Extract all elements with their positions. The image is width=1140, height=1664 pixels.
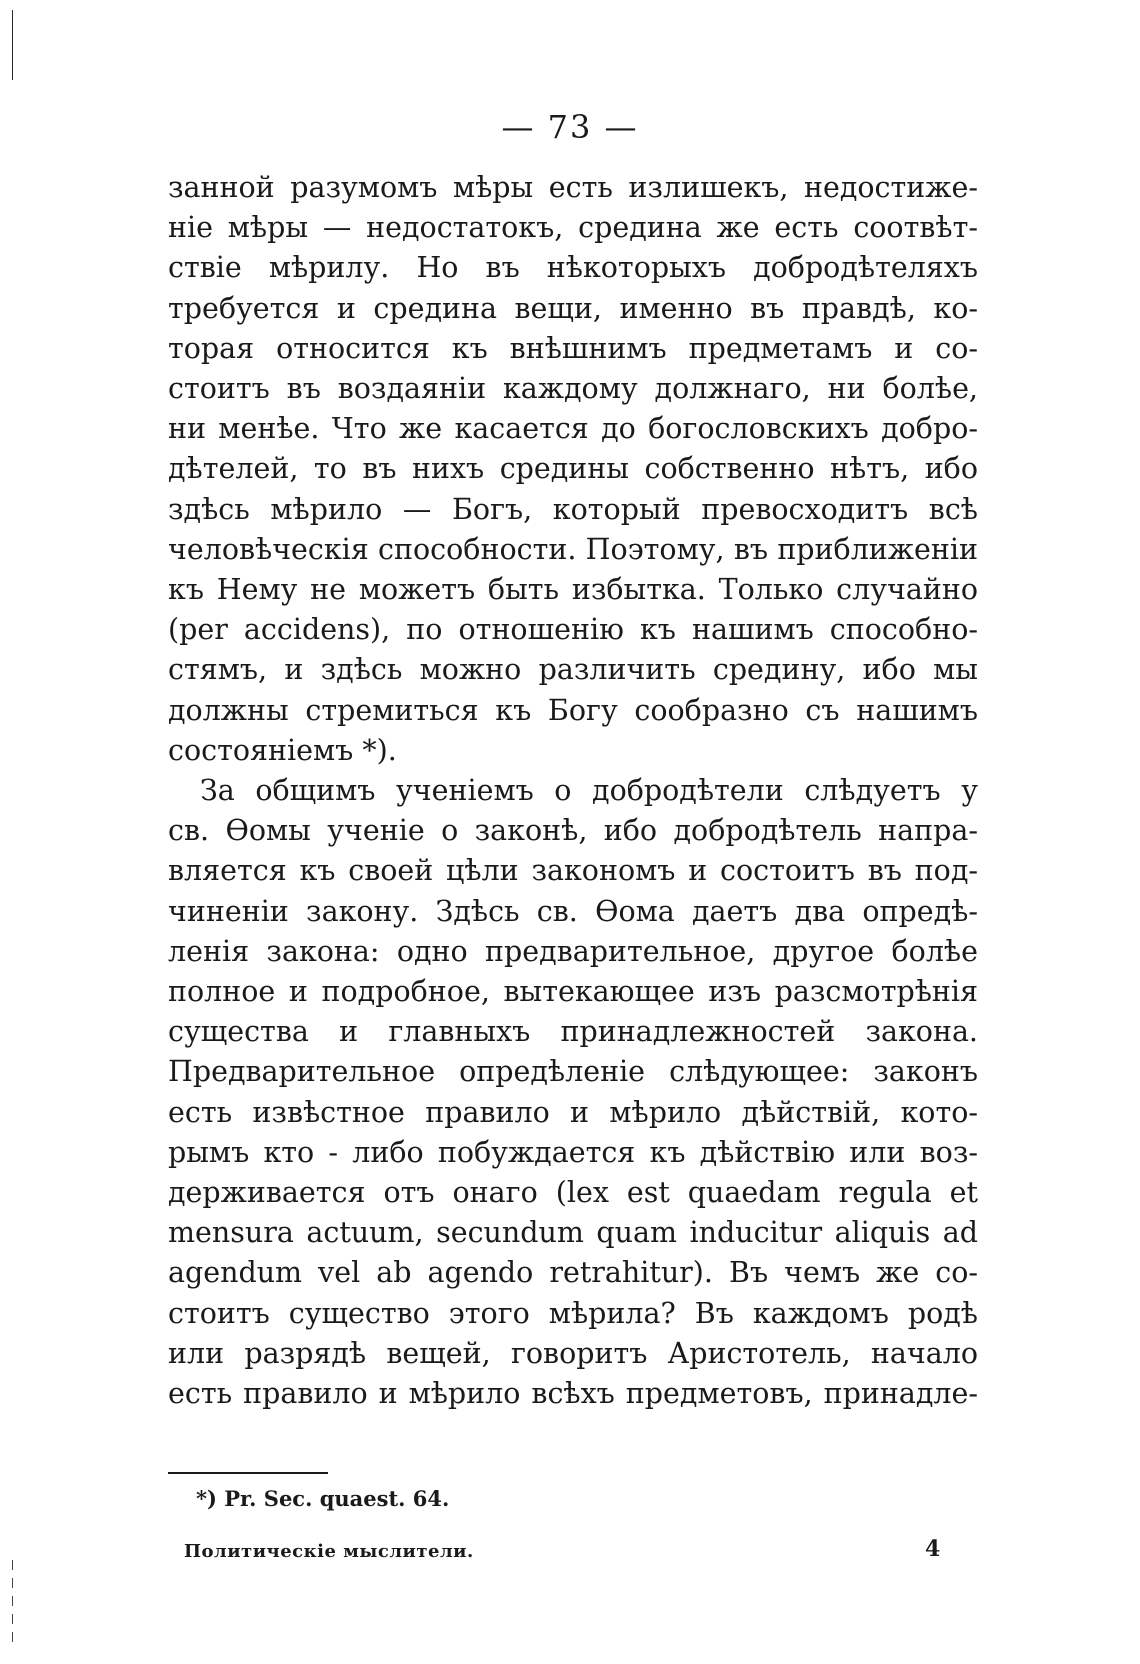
text-line: agendum vel ab agendo retrahitur). Въ чемъ же со- <box>168 1256 978 1290</box>
text-line: рымъ кто - либо побуждается къ дѣйствію или воз- <box>168 1135 978 1169</box>
text-line: есть извѣстное правило и мѣрило дѣйствій, кото- <box>168 1095 978 1129</box>
text-line: дѣтелей, то въ нихъ средины собственно нѣтъ, ибо <box>168 452 978 486</box>
text-line: человѣческія способности. Поэтому, въ приближеніи <box>168 532 978 566</box>
signature-mark: 4 <box>925 1536 941 1562</box>
text-line: полное и подробное, вытекающее изъ разсмотрѣнія <box>168 975 978 1009</box>
text-line: существа и главныхъ принадлежностей закона. <box>168 1015 978 1049</box>
text-line: стоитъ въ воздаяніи каждому должнаго, ни болѣе, <box>168 372 978 406</box>
text-line: ленія закона: одно предварительное, другое болѣе <box>168 934 978 968</box>
text-line: ніе мѣры — недостатокъ, средина же есть соотвѣт- <box>168 211 978 245</box>
text-line: есть правило и мѣрило всѣхъ предметовъ, принадле- <box>168 1377 978 1411</box>
text-line: св. Ѳомы ученіе о законѣ, ибо добродѣтель напра- <box>168 814 978 848</box>
text-line: ствіе мѣрилу. Но въ нѣкоторыхъ добродѣтеляхъ <box>168 251 978 285</box>
text-line: должны стремиться къ Богу сообразно съ нашимъ <box>168 693 978 727</box>
text-line: къ Нему не можетъ быть избытка. Только случайно <box>168 573 978 607</box>
text-line: чиненіи закону. Здѣсь св. Ѳома даетъ два опредѣ- <box>168 894 978 928</box>
text-line: Предварительное опредѣленіе слѣдующее: законъ <box>168 1055 978 1089</box>
page-number: — 73 — <box>501 108 639 146</box>
text-line: стоитъ существо этого мѣрила? Въ каждомъ родѣ <box>168 1296 978 1330</box>
text-line: здѣсь мѣрило — Богъ, который превосходитъ всѣ <box>168 492 978 526</box>
text-line: занной разумомъ мѣры есть излишекъ, недостиже- <box>168 171 978 204</box>
scan-edge-mark <box>12 10 13 80</box>
scan-edge-mark <box>12 1560 13 1650</box>
text-line: ни менѣе. Что же касается до богословскихъ добро- <box>168 412 978 446</box>
text-line: держивается отъ онаго (lex est quaedam regula et <box>168 1176 978 1210</box>
text-line: За общимъ ученіемъ о добродѣтели слѣдуетъ у <box>200 774 978 808</box>
text-line: состояніемъ *). <box>168 733 397 767</box>
text-line: mensura actuum, secundum quam inducitur aliquis ad <box>168 1216 978 1250</box>
footnote: *) Pr. Sec. quaest. 64. <box>196 1486 450 1511</box>
body-text <box>168 168 978 1414</box>
text-line: торая относится къ внѣшнимъ предметамъ и со- <box>168 331 978 365</box>
printer-signature: Политическіе мыслители. <box>184 1541 474 1562</box>
text-line: стямъ, и здѣсь можно различить средину, ибо мы <box>168 653 978 687</box>
footnote-divider <box>168 1472 328 1474</box>
text-line: или разрядѣ вещей, говоритъ Аристотель, начало <box>168 1336 978 1370</box>
text-line: вляется къ своей цѣли закономъ и состоитъ въ под- <box>168 854 978 888</box>
text-line: (per accidens), по отношенію къ нашимъ способно- <box>168 613 978 647</box>
text-line: требуется и средина вещи, именно въ правдѣ, ко- <box>168 291 978 325</box>
